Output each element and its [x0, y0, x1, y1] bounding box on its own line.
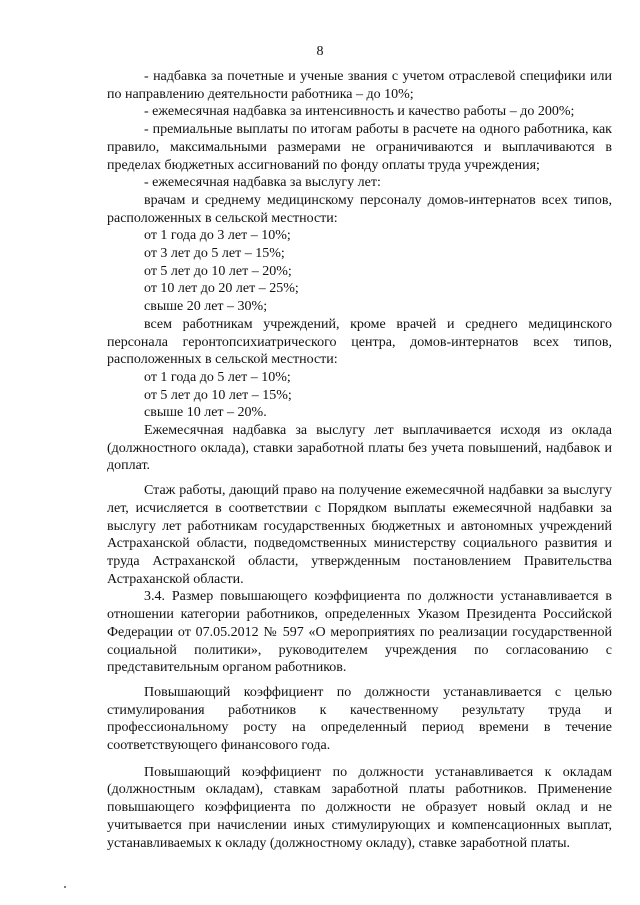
paragraph-all-workers: всем работникам учреждений, кроме врачей и среднего медицинского персонала геронтопсихиатрического центра, домов-интернатов всех типов, расположенных в сельской местности: — [107, 316, 612, 368]
paragraph-seniority-bonus-basis: Ежемесячная надбавка за выслугу лет выплачивается исходя из оклада (должностного оклада), ставки заработной платы без учета повышений, надбавок и доплат. — [107, 423, 612, 474]
page-number: 8 — [316, 44, 324, 59]
paragraph-doctors-rural: врачам и среднему медицинскому персоналу домов-интернатов всех типов, расположенных в сельской местности: — [107, 192, 612, 226]
paragraph-spacer — [107, 475, 612, 482]
list-item-all-5-10: от 5 лет до 10 лет – 15%; — [144, 387, 292, 403]
list-item-seniority-10-20: от 10 лет до 20 лет – 25%; — [144, 281, 299, 297]
list-item-seniority-over-20: свыше 20 лет – 30%; — [144, 299, 268, 315]
paragraph-section-3-4: 3.4. Размер повышающего коэффициента по должности устанавливается в отношении категории работников, определенных Указом Президента Российской Федерации от 07.05.2012 № 597 «О мероприятиях по реализации государственной социальной политики», руководителем учреждения по согласованию с представительным органом работников. — [107, 589, 612, 676]
paragraph-spacer — [107, 755, 612, 764]
document-body — [107, 68, 612, 852]
list-item-seniority-3-5: от 3 лет до 5 лет – 15%; — [144, 246, 285, 262]
paragraph-honorary-titles-bonus: - надбавка за почетные и ученые звания с учетом отраслевой специфики или по направлению деятельности работника – до 10%; — [107, 69, 612, 102]
paragraph-work-experience: Стаж работы, дающий право на получение ежемесячной надбавки за выслугу лет, исчисляется в соответствии с Порядком выплаты ежемесячной надбавки за выслугу лет работникам государственных бюджетных и автономных учреждений Астраханской области, подведомственных министерству социального развития и труда Астраханской области, утвержденным постановлением Правительства Астраханской области. — [107, 483, 612, 587]
paragraph-seniority-bonus-heading: - ежемесячная надбавка за выслугу лет: — [144, 175, 381, 191]
paragraph-coefficient-purpose: Повышающий коэффициент по должности устанавливается с целью стимулирования работников к качественному результату труда и профессиональному росту на определенный период времени в течение соответствующего финансового года. — [107, 684, 612, 754]
list-item-seniority-5-10: от 5 лет до 10 лет – 20%; — [144, 263, 292, 279]
paragraph-spacer — [107, 677, 612, 684]
paragraph-coefficient-application: Повышающий коэффициент по должности устанавливается к окладам (должностным окладам), ставкам заработной платы работников. Применение повышающего коэффициента по должности не образует новый оклад и не учитывается при начислении иных стимулирующих и компенсационных выплат, устанавливаемых к окладу (должностному окладу), ставке заработной платы. — [107, 764, 612, 851]
paragraph-performance-bonus: - премиальные выплаты по итогам работы в расчете на одного работника, как правило, максимальными размерами не ограничиваются и выплачиваются в пределах бюджетных ассигнований по фонду оплаты труда учреждения; — [107, 122, 612, 173]
list-item-seniority-1-3: от 1 года до 3 лет – 10%; — [144, 228, 291, 244]
list-item-all-1-5: от 1 года до 5 лет – 10%; — [144, 369, 291, 385]
paragraph-intensity-bonus: - ежемесячная надбавка за интенсивность и качество работы – до 200%; — [144, 104, 575, 120]
scan-dot-mark — [64, 886, 66, 888]
list-item-all-over-10: свыше 10 лет – 20%. — [144, 405, 267, 421]
